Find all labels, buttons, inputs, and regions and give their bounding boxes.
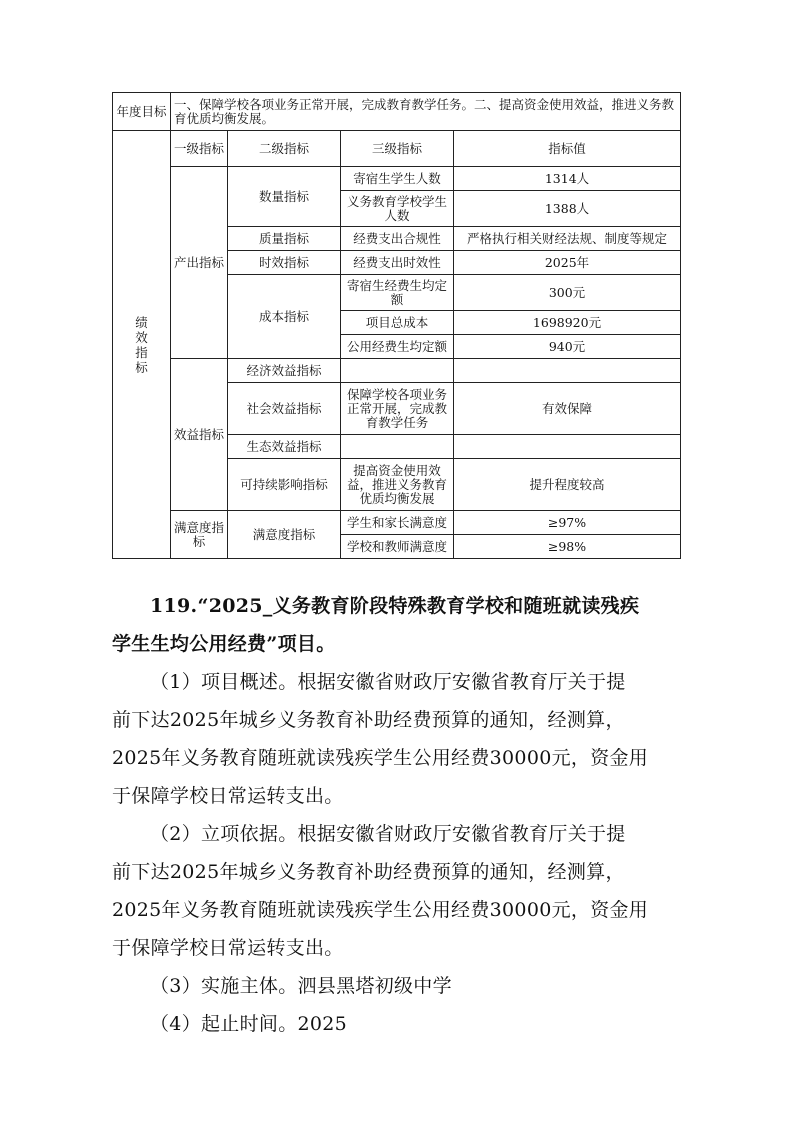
section-heading-line1: 119.“2025_义务教育阶段特殊教育学校和随班就读残疾 bbox=[150, 595, 640, 617]
level2-satisfaction: 满意度指标 bbox=[228, 511, 341, 559]
level3-cell: 经费支出合规性 bbox=[341, 227, 454, 251]
period-paragraph: （4）起止时间。2025 bbox=[150, 1013, 348, 1035]
value-cell: 1698920元 bbox=[454, 311, 681, 335]
p2-line: 2025年义务教育随班就读残疾学生公用经费30000元，资金用 bbox=[112, 899, 649, 921]
level3-cell: 寄宿生学生人数 bbox=[341, 167, 454, 191]
p1-line: （1）项目概述。根据安徽省财政厅安徽省教育厅关于提 bbox=[150, 671, 626, 693]
project-section bbox=[112, 587, 692, 1043]
level2-timeliness: 时效指标 bbox=[228, 251, 341, 275]
value-cell: 1314人 bbox=[454, 167, 681, 191]
value-cell: ≥98% bbox=[454, 535, 681, 559]
table-row bbox=[113, 511, 681, 535]
header-value: 指标值 bbox=[454, 131, 681, 167]
level2-sustainable: 可持续影响指标 bbox=[228, 459, 341, 511]
p2-line: 于保障学校日常运转支出。 bbox=[112, 937, 344, 959]
value-cell bbox=[454, 435, 681, 459]
level2-economic: 经济效益指标 bbox=[228, 359, 341, 383]
value-cell: 940元 bbox=[454, 335, 681, 359]
level3-cell: 经费支出时效性 bbox=[341, 251, 454, 275]
value-cell: 2025年 bbox=[454, 251, 681, 275]
implementer-paragraph: （3）实施主体。泗县黑塔初级中学 bbox=[150, 975, 452, 997]
group-output: 产出指标 bbox=[171, 167, 228, 359]
level3-cell: 学生和家长满意度 bbox=[341, 511, 454, 535]
level2-quality: 质量指标 bbox=[228, 227, 341, 251]
level3-cell: 保障学校各项业务正常开展，完成教育教学任务 bbox=[341, 383, 454, 435]
p1-line: 于保障学校日常运转支出。 bbox=[112, 785, 344, 807]
section-heading-line2: 学生生均公用经费”项目。 bbox=[112, 633, 336, 655]
value-cell: 有效保障 bbox=[454, 383, 681, 435]
level2-ecological: 生态效益指标 bbox=[228, 435, 341, 459]
table-row bbox=[113, 359, 681, 383]
table-row bbox=[113, 167, 681, 191]
header-level3: 三级指标 bbox=[341, 131, 454, 167]
level2-cost: 成本指标 bbox=[228, 275, 341, 359]
level3-cell: 学校和教师满意度 bbox=[341, 535, 454, 559]
annual-goal-row bbox=[113, 93, 681, 131]
group-satisfaction: 满意度指标 bbox=[171, 511, 228, 559]
header-level2: 二级指标 bbox=[228, 131, 341, 167]
level3-cell: 义务教育学校学生人数 bbox=[341, 191, 454, 227]
performance-table bbox=[112, 92, 681, 559]
annual-goal-label: 年度目标 bbox=[113, 93, 171, 131]
value-cell: 提升程度较高 bbox=[454, 459, 681, 511]
p2-line: （2）立项依据。根据安徽省财政厅安徽省教育厅关于提 bbox=[150, 823, 626, 845]
p1-line: 2025年义务教育随班就读残疾学生公用经费30000元，资金用 bbox=[112, 747, 649, 769]
value-cell: 300元 bbox=[454, 275, 681, 311]
group-benefit: 效益指标 bbox=[171, 359, 228, 511]
annual-goal-text: 一、保障学校各项业务正常开展，完成教育教学任务。二、提高资金使用效益，推进义务教育优质均衡发展。 bbox=[171, 93, 681, 131]
value-cell: ≥97% bbox=[454, 511, 681, 535]
level3-cell: 寄宿生经费生均定额 bbox=[341, 275, 454, 311]
header-row bbox=[113, 131, 681, 167]
value-cell: 严格执行相关财经法规、制度等规定 bbox=[454, 227, 681, 251]
p2-line: 前下达2025年城乡义务教育补助经费预算的通知，经测算， bbox=[112, 861, 625, 883]
level3-cell bbox=[341, 359, 454, 383]
value-cell: 1388人 bbox=[454, 191, 681, 227]
perf-indicator-label: 绩效指标 bbox=[113, 131, 171, 559]
level2-quantity: 数量指标 bbox=[228, 167, 341, 227]
level3-cell: 公用经费生均定额 bbox=[341, 335, 454, 359]
level3-cell: 提高资金使用效益，推进义务教育优质均衡发展 bbox=[341, 459, 454, 511]
header-level1: 一级指标 bbox=[171, 131, 228, 167]
value-cell bbox=[454, 359, 681, 383]
level3-cell bbox=[341, 435, 454, 459]
level2-social: 社会效益指标 bbox=[228, 383, 341, 435]
p1-line: 前下达2025年城乡义务教育补助经费预算的通知，经测算， bbox=[112, 709, 625, 731]
level3-cell: 项目总成本 bbox=[341, 311, 454, 335]
